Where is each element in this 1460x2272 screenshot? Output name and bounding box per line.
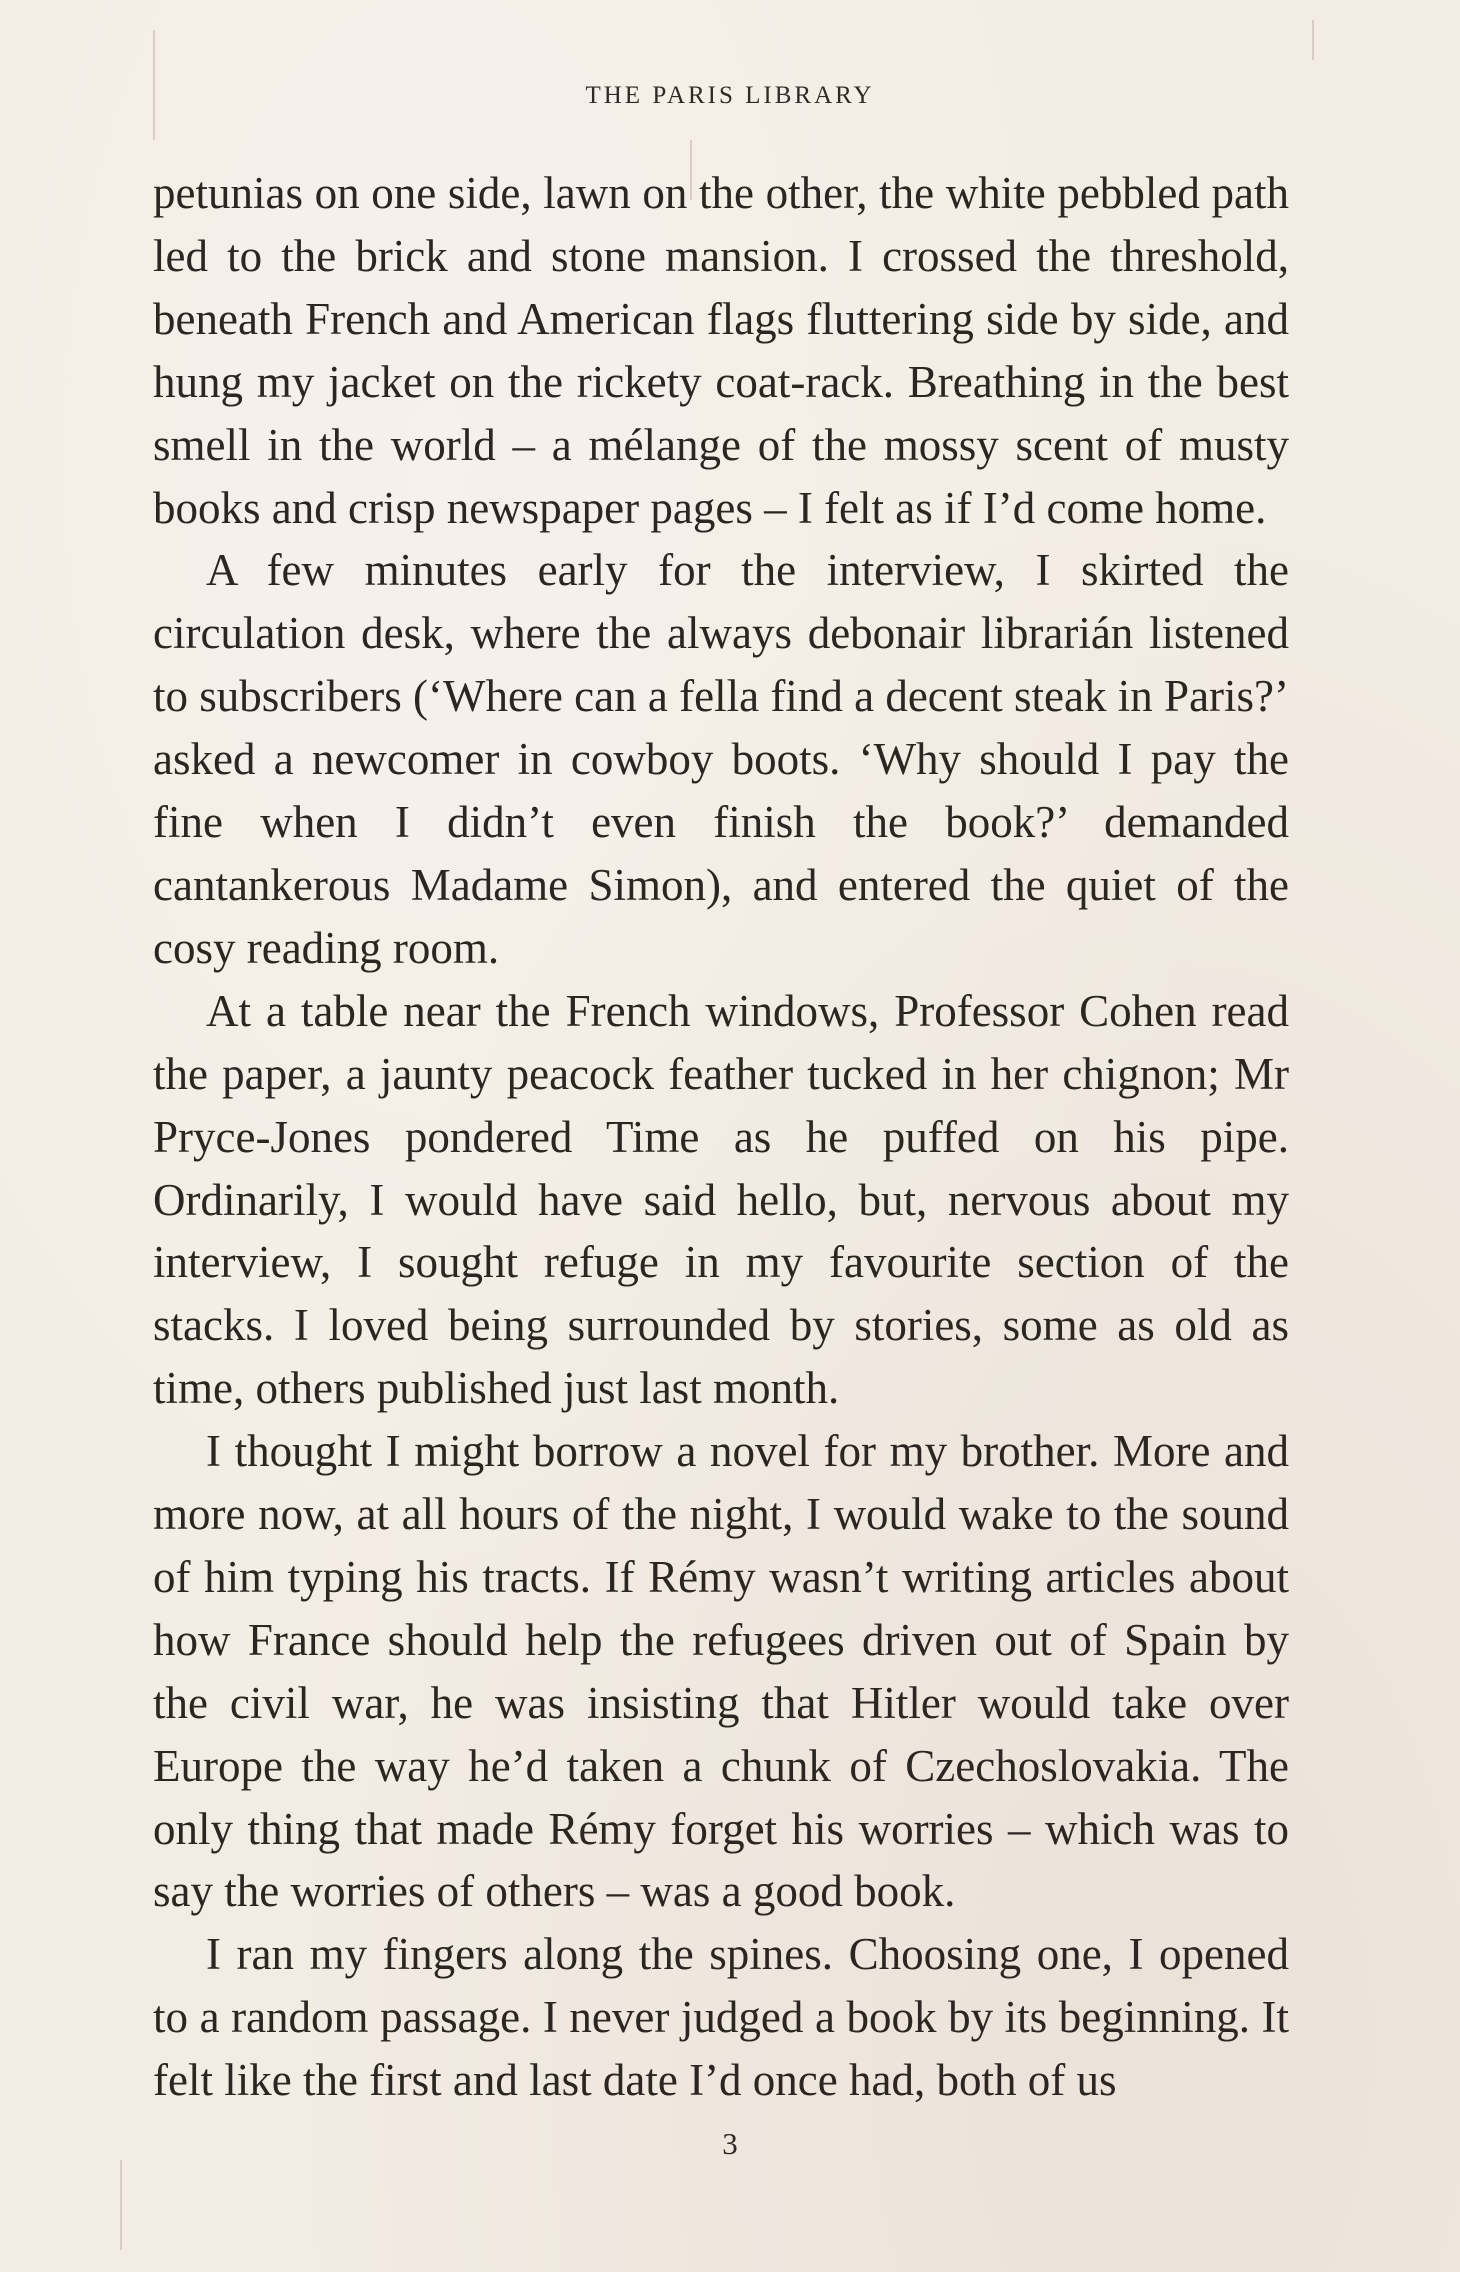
scan-speck bbox=[1312, 20, 1314, 60]
paragraph-3: At a table near the French windows, Professor Cohen read the paper, a jaunty peacock feather tucked in her chignon; Mr Pryce-Jones pondered Time as he puffed on his pipe. Ordinarily, I would have said hello, but, nervous about my interview, I sought refuge in my favourite section of the stacks. I loved being surrounded by stories, some as old as time, others published just last month. bbox=[153, 985, 1289, 1414]
scan-speck bbox=[120, 2160, 122, 2250]
paragraph-4: I thought I might borrow a novel for my brother. More and more now, at all hours of the night, I would wake to the sound of him typing his tracts. If Rémy wasn’t writing articles about how France should help the refugees driven out of Spain by the civil war, he was insisting that Hitler would take over Europe the way he’d taken a chunk of Czechoslovakia. The only thing that made Rémy forget his worries – which was to say the worries of others – was a good book. bbox=[153, 1426, 1289, 1917]
body-text bbox=[153, 162, 1289, 2112]
paragraph-5: I ran my fingers along the spines. Choosing one, I opened to a random passage. I never judged a book by its beginning. It felt like the first and last date I’d once had, both of us bbox=[153, 1929, 1289, 2106]
paragraph-1: petunias on one side, lawn on the other, the white pebbled path led to the brick and stone mansion. I crossed the threshold, beneath French and American flags fluttering side by side, and hung my jacket on the rickety coat-rack. Breathing in the best smell in the world – a mélange of the mossy scent of musty books and crisp newspaper pages – I felt as if I’d come home. bbox=[153, 168, 1289, 533]
page-number: 3 bbox=[722, 2126, 738, 2161]
running-head: THE PARIS LIBRARY bbox=[585, 82, 875, 109]
paragraph-2: A few minutes early for the interview, I skirted the circulation desk, where the always debonair librarián listened to subscribers (‘Where can a fella find a decent steak in Paris?’ asked a newcomer in cowboy boots. ‘Why should I pay the fine when I didn’t even finish the book?’ demanded cantankerous Madame Simon), and entered the quiet of the cosy reading room. bbox=[153, 545, 1289, 973]
